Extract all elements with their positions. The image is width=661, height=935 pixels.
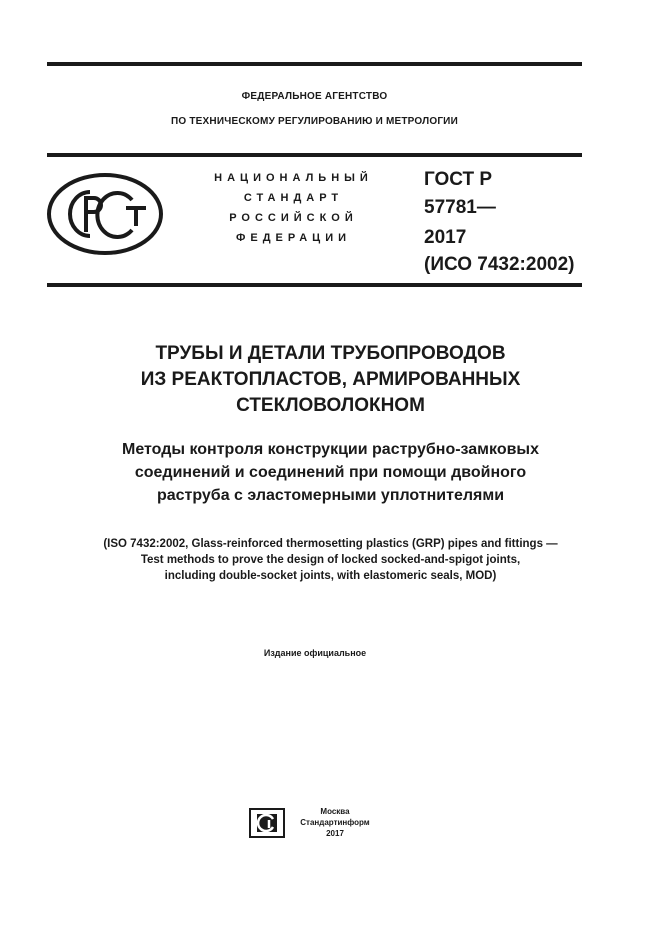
agency-line-1: ФЕДЕРАЛЬНОЕ АГЕНТСТВО	[241, 91, 388, 102]
standard-type-line-3: РОССИЙСКОЙ	[229, 212, 358, 224]
edition-label: Издание официальное	[263, 648, 367, 658]
standard-type-line-1: НАЦИОНАЛЬНЫЙ	[214, 172, 373, 184]
rst-logo-icon	[46, 172, 164, 256]
iso-reference-line-3: including double-socket joints, with elastomeric seals, MOD)	[164, 570, 497, 582]
standard-type-line-2: СТАНДАРТ	[243, 192, 344, 204]
bottom-rule	[47, 283, 582, 287]
title-line-3: СТЕКЛОВОЛОКНОМ	[236, 395, 425, 416]
subtitle-line-2: соединений и соединений при помощи двойного	[134, 464, 527, 481]
title-line-1: ТРУБЫ И ДЕТАЛИ ТРУБОПРОВОДОВ	[155, 343, 506, 364]
publisher-year: 2017	[326, 829, 344, 838]
middle-rule	[47, 153, 582, 157]
subtitle-line-3: раструба с эластомерными уплотнителями	[156, 487, 505, 504]
standard-type-line-4: ФЕДЕРАЦИИ	[235, 232, 352, 244]
publisher-city: Москва	[320, 807, 350, 816]
designation-line-2: 57781—	[424, 197, 496, 218]
iso-reference-line-1: (ISO 7432:2002, Glass-reinforced thermosetting plastics (GRP) pipes and fittings —	[103, 538, 558, 550]
top-rule	[47, 62, 582, 66]
title-line-2: ИЗ РЕАКТОПЛАСТОВ, АРМИРОВАННЫХ	[140, 369, 521, 390]
agency-line-2: ПО ТЕХНИЧЕСКОМУ РЕГУЛИРОВАНИЮ И МЕТРОЛОГИИ	[171, 116, 458, 127]
publisher-name: Стандартинформ	[300, 818, 370, 827]
standartinform-logo-icon	[249, 808, 285, 838]
designation-line-4: (ИСО 7432:2002)	[424, 254, 575, 275]
designation-line-1: ГОСТ Р	[424, 169, 493, 190]
iso-reference-line-2: Test methods to prove the design of locked socked-and-spigot joints,	[140, 554, 521, 566]
designation-line-3: 2017	[424, 227, 467, 248]
subtitle-line-1: Методы контроля конструкции раструбно-замковых	[122, 441, 539, 458]
